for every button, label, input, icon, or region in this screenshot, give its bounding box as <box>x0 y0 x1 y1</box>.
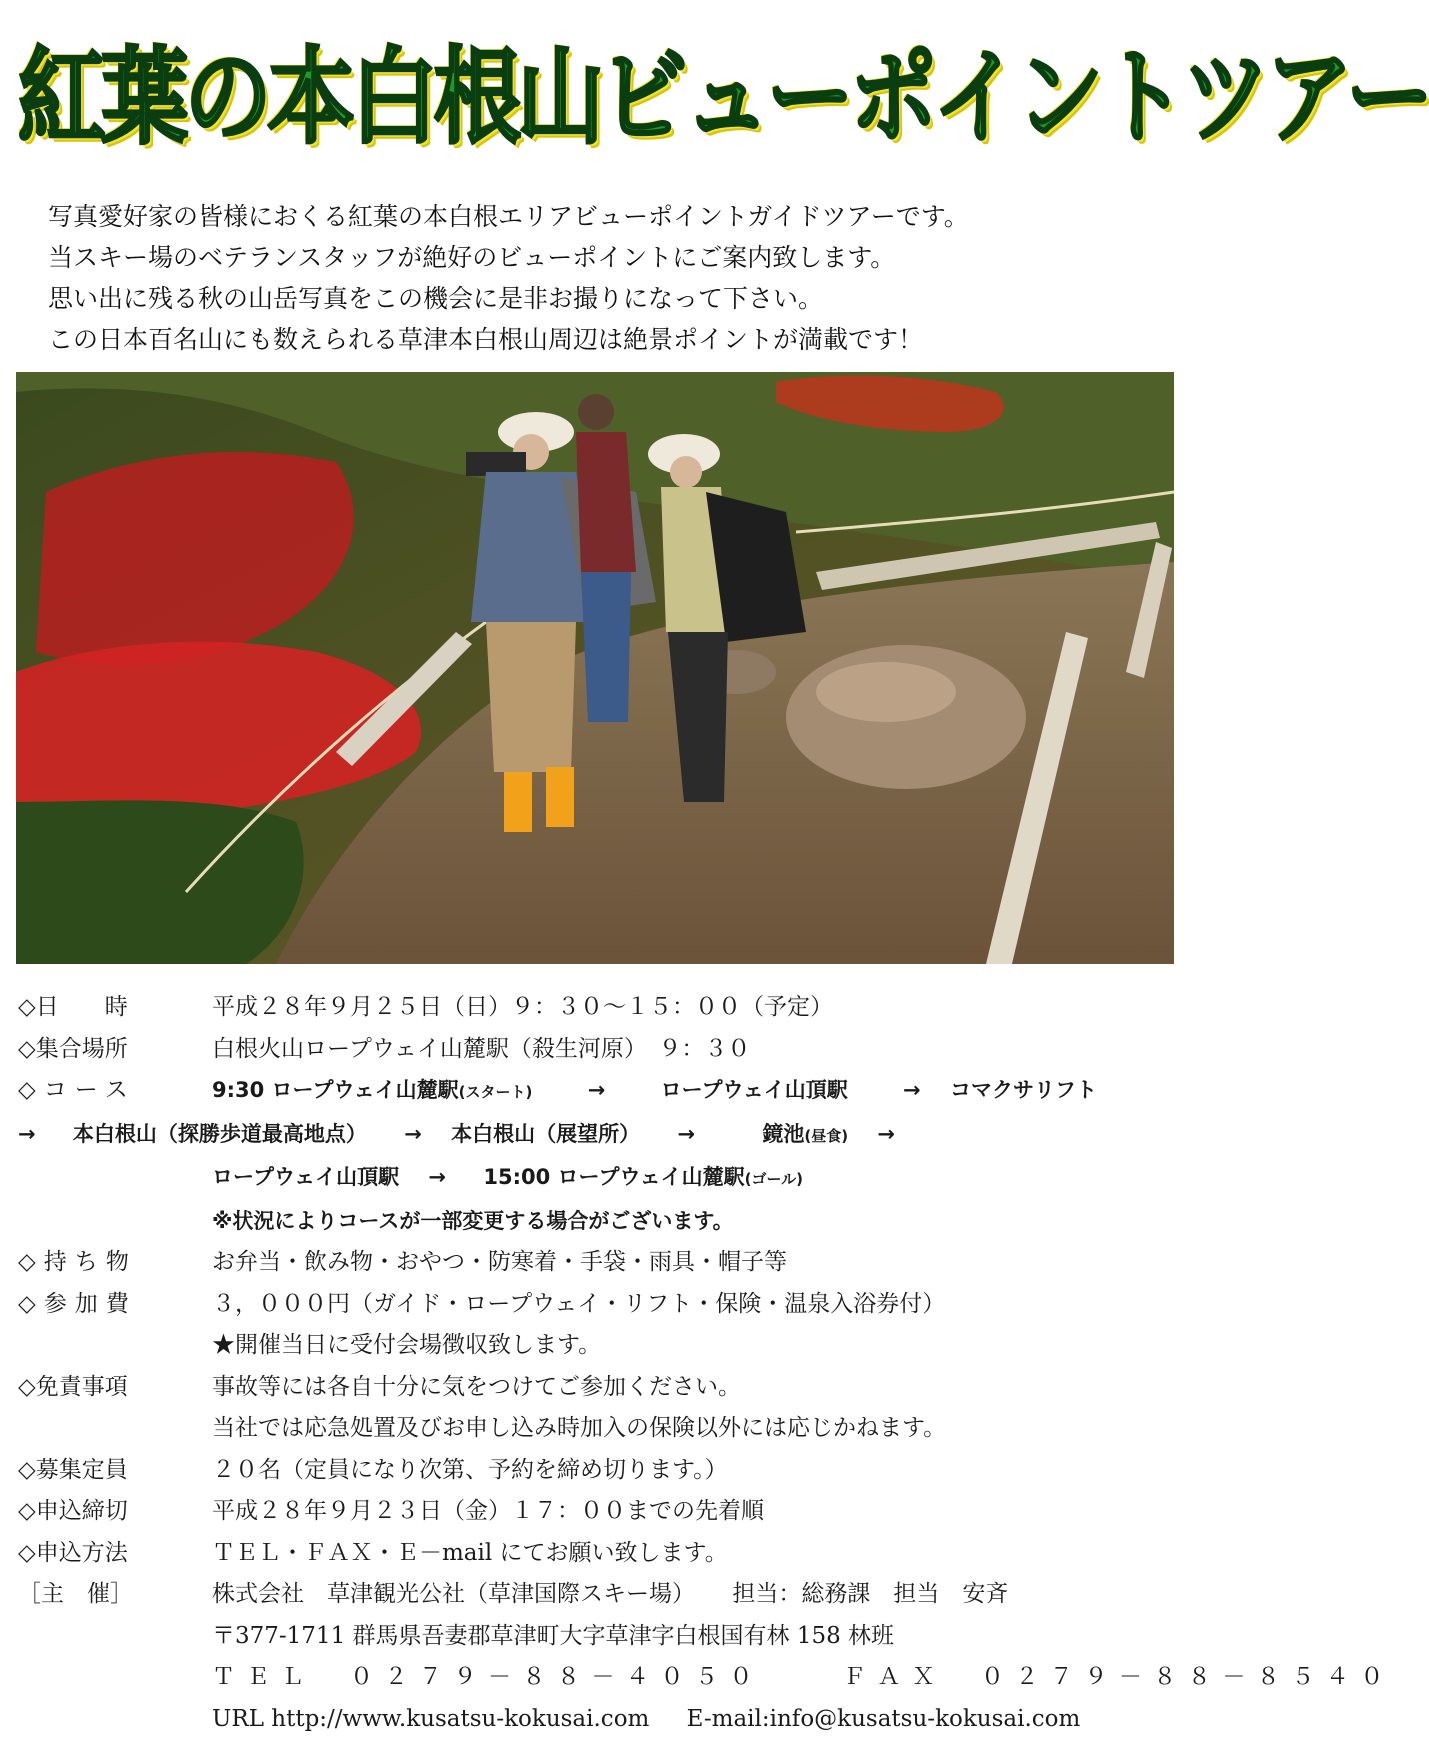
intro-line: 思い出に残る秋の山岳写真をこの機会に是非お撮りになって下さい。 <box>48 284 824 313</box>
course-note: (昼食) <box>804 1126 849 1145</box>
arrow-icon: → <box>677 1121 696 1146</box>
tour-title: 紅葉の本白根山ビューポイントツアー <box>18 36 1429 158</box>
detail-label: ◇集合場所 <box>18 1035 128 1062</box>
course-notice: ※状況によりコースが一部変更する場合がございます。 <box>212 1208 734 1233</box>
organizer-line <box>212 1574 1178 1616</box>
detail-row-deadline <box>18 1491 1178 1533</box>
organizer-email[interactable]: E-mail:info@kusatsu-kokusai.com <box>686 1705 1081 1732</box>
detail-label: ◇免責事項 <box>18 1373 128 1400</box>
hikers-photo-illustration <box>16 372 1174 964</box>
course-line <box>18 1114 1178 1158</box>
arrow-icon: → <box>877 1121 896 1146</box>
organizer-fax: ＦＡＸ ０２７９－８８－８５４０ <box>842 1664 1395 1690</box>
arrow-icon: → <box>404 1121 422 1146</box>
detail-row-capacity <box>18 1450 1178 1492</box>
organizer-company: 株式会社 草津観光公社（草津国際スキー場） <box>212 1581 695 1607</box>
arrow-icon: → <box>587 1078 606 1102</box>
organizer-tel: ＴＥＬ ０２７９－８８－４０５０ <box>212 1664 764 1690</box>
arrow-icon: → <box>428 1165 447 1189</box>
organizer-contact: 担当：総務課 担当 安斉 <box>732 1581 1009 1607</box>
organizer-web-line <box>212 1699 1178 1741</box>
course-stop: ロープウェイ山頂駅 <box>660 1078 848 1102</box>
detail-row-organizer <box>18 1574 1395 1740</box>
intro-line: この日本百名山にも数えられる草津本白根山周辺は絶景ポイントが満載です！ <box>48 325 924 354</box>
detail-row-disclaimer <box>18 1367 1178 1450</box>
detail-label: ◇持ち物 <box>18 1249 137 1275</box>
green-shrub-lower-left <box>16 800 304 964</box>
course-line <box>212 1157 1178 1201</box>
detail-value: 事故等には各自十分に気をつけてご参加ください。 <box>212 1373 741 1400</box>
detail-label: ［主 催］ <box>18 1581 133 1607</box>
fee-note: ★開催当日に受付会場徴収致します。 <box>212 1332 602 1358</box>
detail-value: ＴＥＬ・ＦＡＸ・Ｅ－mail にてお願い致します。 <box>212 1539 728 1566</box>
course-stop: 本白根山（探勝歩道最高地点） <box>72 1121 367 1146</box>
intro-text <box>48 196 1168 360</box>
intro-line: 写真愛好家の皆様におくる紅葉の本白根エリアビューポイントガイドツアーです。 <box>48 202 969 231</box>
detail-label: ◇申込方法 <box>18 1539 128 1566</box>
detail-value: 平成２８年９月２５日（日）９：３０～１５：００（予定） <box>212 994 833 1020</box>
detail-label: ◇参加費 <box>18 1290 137 1317</box>
course-note: (ゴール) <box>744 1170 804 1188</box>
detail-value: 平成２８年９月２３日（金）１７：００までの先着順 <box>212 1498 764 1524</box>
detail-row-fee <box>18 1284 1178 1367</box>
course-stop: 鏡池 <box>762 1121 805 1146</box>
detail-row-belongings <box>18 1242 1178 1284</box>
intro-line: 当スキー場のベテランスタッフが絶好のビューポイントにご案内致します。 <box>48 243 896 272</box>
arrow-icon: → <box>903 1078 921 1102</box>
hikers-autumn-photo <box>16 372 1174 964</box>
course-stop: コマクサリフト <box>949 1078 1097 1102</box>
detail-row-meeting <box>18 1029 1178 1071</box>
course-note: (スタート) <box>458 1083 533 1101</box>
detail-value: 白根火山ロープウェイ山麓駅（殺生河原） ９：３０ <box>212 1035 751 1062</box>
detail-label: ◇申込締切 <box>18 1498 128 1524</box>
detail-label: ◇募集定員 <box>18 1456 128 1483</box>
boulder-highlight <box>816 662 956 722</box>
detail-label: ◇コース <box>18 1077 136 1103</box>
detail-row-datetime <box>18 987 1178 1029</box>
course-stop: 9:30 ロープウェイ山麓駅 <box>212 1078 459 1102</box>
detail-value: ３，０００円（ガイド・ロープウェイ・リフト・保険・温泉入浴券付） <box>212 1290 946 1317</box>
course-stop: 本白根山（展望所） <box>451 1121 641 1146</box>
arrow-icon: → <box>18 1121 36 1146</box>
detail-value: ２０名（定員になり次第、予約を締め切ります。） <box>212 1456 728 1483</box>
course-stop: 15:00 ロープウェイ山麓駅 <box>483 1165 745 1189</box>
detail-value: 当社では応急処置及びお申し込み時加入の保険以外には応じかねます。 <box>212 1415 947 1441</box>
organizer-address: 〒377-1711 群馬県吾妻郡草津町大字草津字白根国有林 158 林班 <box>212 1622 895 1649</box>
detail-label: ◇日 時 <box>18 994 128 1020</box>
event-details <box>18 987 1395 1740</box>
course-stop: ロープウェイ山頂駅 <box>212 1165 400 1189</box>
course-line <box>212 1070 1178 1114</box>
organizer-phone-line <box>212 1657 1395 1699</box>
organizer-url[interactable]: URL http://www.kusatsu-kokusai.com <box>212 1705 650 1732</box>
detail-row-method <box>18 1533 1178 1575</box>
detail-value: お弁当・飲み物・おやつ・防寒着・手袋・雨具・帽子等 <box>212 1249 787 1275</box>
detail-row-course <box>18 1070 1178 1242</box>
